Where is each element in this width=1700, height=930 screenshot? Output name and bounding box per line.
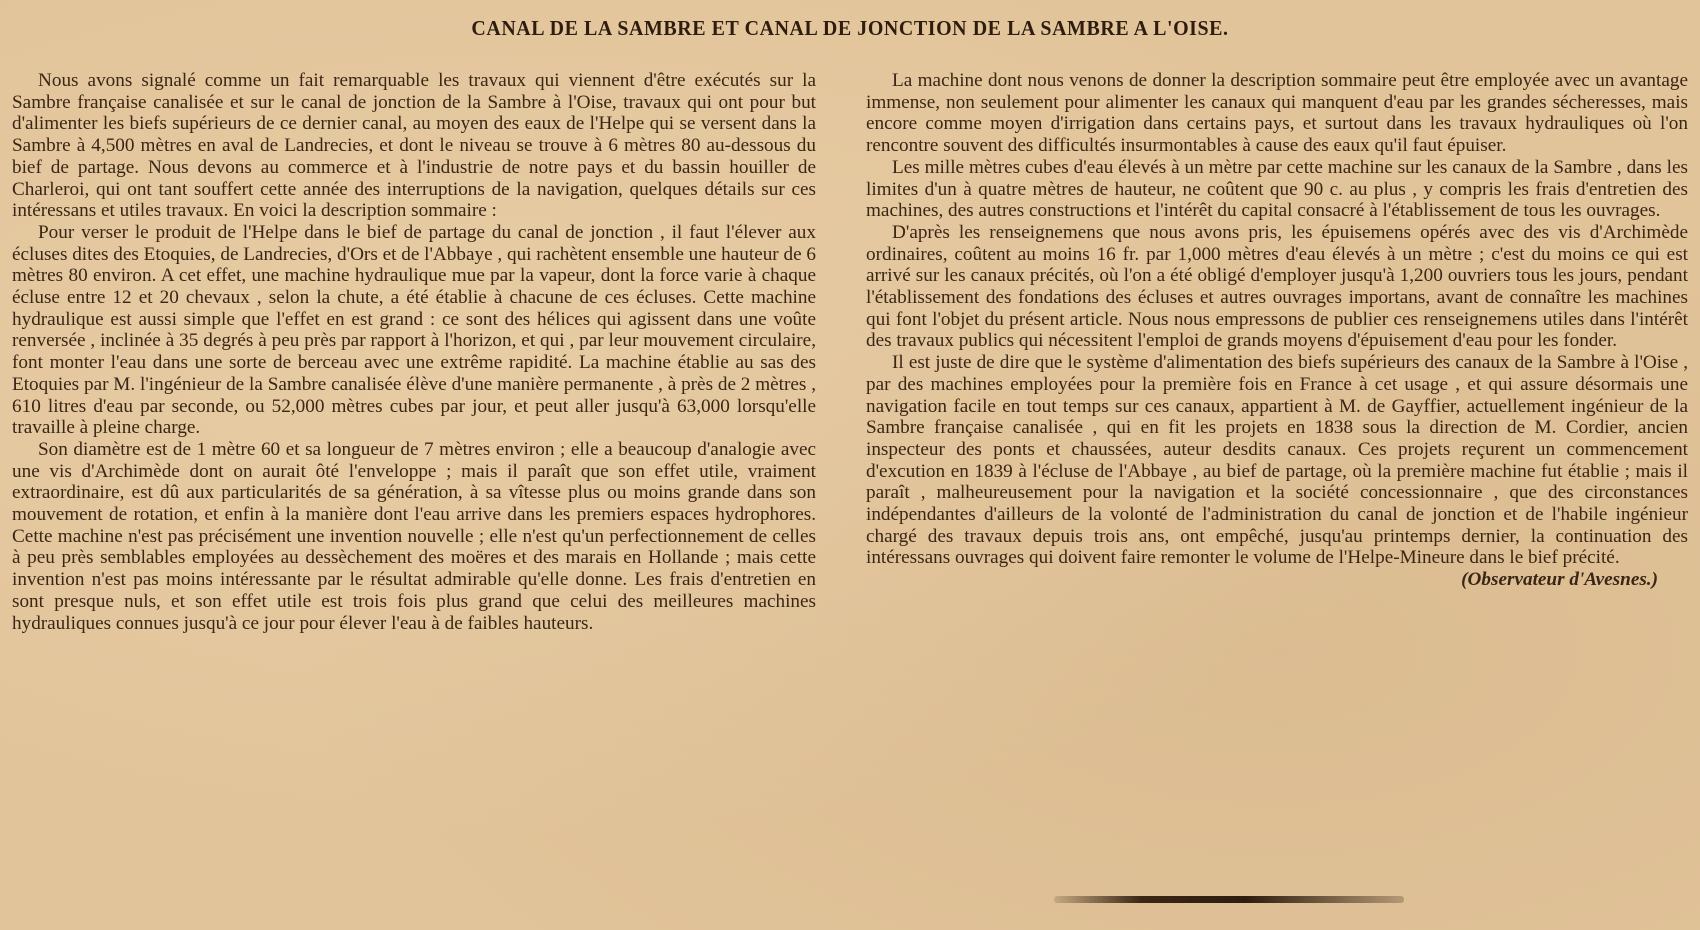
paragraph: D'après les renseignemens que nous avons pris, les épuisemens opérés avec des vis d'Archimède ordinaires, coûtent au moins 16 fr. par 1,000 mètres d'eau élevés à un mètre ; c'est du moins ce qui est arrivé sur les canaux précités, où l'on a été obligé d'employer jusqu'à 1,200 ouvriers tous les jours, pendant l'établissement des fondations des écluses et autres ouvrages importans, avant de connaître les machines qui font l'objet du présent article. Nous nous empressons de publier ces renseignemens utiles dans l'intérêt des travaux publics qui nécessitent l'emploi de grands moyens d'épuisement d'eau pour les fonder.: [866, 221, 1688, 352]
source-attribution: [866, 569, 1688, 591]
right-column: [866, 70, 1688, 591]
source-text: (Observateur d'Avesnes.): [1461, 569, 1658, 591]
paragraph: Nous avons signalé comme un fait remarquable les travaux qui viennent d'être exécutés sur la Sambre française canalisée et sur le canal de jonction de la Sambre à l'Oise, travaux qui ont pour but d'alimenter les biefs supérieurs de ce dernier canal, au moyen des eaux de l'Helpe qui se versent dans la Sambre à 4,500 mètres en aval de Landrecies, et dont le niveau se trouve à 6 mètres 80 au-dessous du bief de partage. Nous devons au commerce et à l'industrie de notre pays et du bassin houiller de Charleroi, qui ont tant souffert cette année des interruptions de la navigation, quelques détails sur ces intéressans et utiles travaux. En voici la description sommaire :: [12, 70, 816, 222]
section-divider-rule: [1054, 896, 1404, 903]
paragraph: Pour verser le produit de l'Helpe dans le bief de partage du canal de jonction , il faut l'élever aux écluses dites des Etoquies, de Landrecies, d'Ors et de l'Abbaye , qui rachètent ensemble une hauteur de 6 mètres 80 environ. A cet effet, une machine hydraulique mue par la vapeur, dont la force varie à chaque écluse entre 12 et 20 chevaux , selon la chute, a été établie à chacune de ces écluses. Cette machine hydraulique est aussi simple que l'effet en est grand : ce sont des hélices qui agissent dans une voûte renversée , inclinée à 35 degrés à peu près par rapport à l'horizon, et qui , par leur mouvement circulaire, font monter l'eau dans une sorte de berceau avec une extrême rapidité. La machine établie au sas des Etoquies par M. l'ingénieur de la Sambre canalisée élève d'une manière permanente , à près de 2 mètres , 610 litres d'eau par seconde, ou 52,000 mètres cubes par jour, et peut aller jusqu'à 63,000 lorsqu'elle travaille à pleine charge.: [12, 221, 816, 439]
paragraph: La machine dont nous venons de donner la description sommaire peut être employée avec un avantage immense, non seulement pour alimenter les canaux qui manquent d'eau par les grandes sécheresses, mais encore comme moyen d'irrigation dans certains pays, et surtout dans les travaux hydrauliques où l'on rencontre souvent des difficultés insurmontables à cause des eaux qu'il faut épuiser.: [866, 70, 1688, 157]
paragraph: Les mille mètres cubes d'eau élevés à un mètre par cette machine sur les canaux de la Sambre , dans les limites d'un à quatre mètres de hauteur, ne coûtent que 90 c. au plus , y compris les frais d'entretien des machines, des autres constructions et l'intérêt du capital consacré à l'établissement de tous les ouvrages.: [866, 156, 1688, 222]
left-column: [12, 70, 816, 634]
paragraph: Il est juste de dire que le système d'alimentation des biefs supérieurs des canaux de la Sambre à l'Oise , par des machines employées pour la première fois en France à cet usage , et qui assure désormais une navigation facile en tout temps sur ces canaux, appartient à M. de Gayffier, actuellement ingénieur de la Sambre française canalisée , qui en fit les projets en 1838 sous la direction de M. Cordier, ancien inspecteur des ponts et chaussées, auteur desdits canaux. Ces projets reçurent un commencement d'excution en 1839 à l'écluse de l'Abbaye , au bief de partage, où la première machine fut établie ; mais il paraît , malheureusement pour la navigation et la société concessionnaire , que des circonstances indépendantes d'ailleurs de la volonté de l'administration du canal de jonction et de l'habile ingénieur chargé des travaux depuis trois ans, ont empêché, jusqu'au printemps dernier, la continuation des intéressans ouvrages qui doivent faire remonter le volume de l'Helpe-Mineure dans le bief précité.: [866, 352, 1688, 569]
article-title: CANAL DE LA SAMBRE ET CANAL DE JONCTION DE LA SAMBRE A L'OISE.: [471, 16, 1229, 40]
paragraph: Son diamètre est de 1 mètre 60 et sa longueur de 7 mètres environ ; elle a beaucoup d'analogie avec une vis d'Archimède dont on aurait ôté l'enveloppe ; mais il paraît que son effet utile, vraiment extraordinaire, est dû aux particularités de sa génération, à sa vîtesse plus ou moins grande dans son mouvement de rotation, et enfin à la manière dont l'eau arrive dans les premiers espaces hydrophores. Cette machine n'est pas précisément une invention nouvelle ; elle n'est qu'un perfectionnement de celles à peu près semblables employées au dessèchement des moëres et des marais en Hollande ; mais cette invention n'est pas moins intéressante par le résultat admirable qu'elle donne. Les frais d'entretien en sont presque nuls, et son effet utile est trois fois plus grand que celui des meilleures machines hydrauliques connues jusqu'à ce jour pour élever l'eau à de faibles hauteurs.: [12, 438, 816, 634]
